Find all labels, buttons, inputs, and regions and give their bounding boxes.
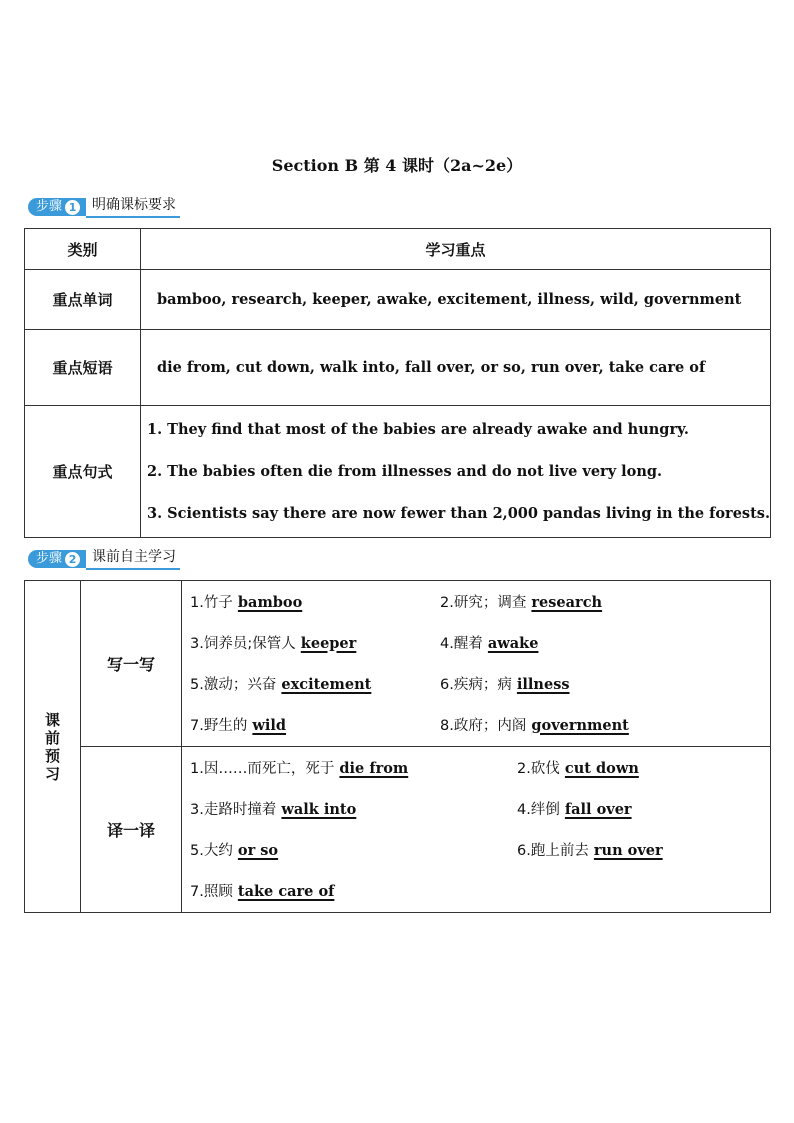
translate-cell [182, 747, 771, 913]
goals-table-header [25, 229, 771, 270]
side-char: 课 [44, 710, 60, 729]
table-row [25, 270, 771, 330]
list-item: 4.绊倒 fall over [517, 800, 632, 818]
preview-table [24, 580, 771, 913]
goals-table [24, 228, 771, 538]
write-label: 写一写 [81, 581, 182, 747]
step-2-tag-text: 步骤 [36, 551, 63, 566]
step-2-label: 课前自主学习 [86, 548, 180, 570]
step-2-number: 2 [65, 552, 80, 567]
row-key-sentences: 重点句式 [25, 406, 141, 538]
list-item: 1.竹子 bamboo [190, 593, 303, 611]
header-focus: 学习重点 [141, 229, 771, 270]
list-item: 5.激动；兴奋 excitement [190, 675, 372, 693]
table-row [25, 406, 771, 538]
page-title: Section B 第 4 课时（2a~2e） [271, 156, 523, 175]
step-2-heading [28, 549, 180, 569]
sentences-cell [141, 406, 771, 538]
list-item: 2.砍伐 cut down [517, 759, 639, 777]
list-item: 3.饲养员;保管人 keeper [190, 634, 357, 652]
list-item: 1.因……而死亡，死于 die from [190, 759, 409, 777]
list-item: 5.大约 or so [190, 841, 279, 859]
list-item: 4.醒着 awake [440, 634, 539, 652]
step-1-number: 1 [65, 200, 80, 215]
step-1-tag-text: 步骤 [36, 199, 63, 214]
write-cell [182, 581, 771, 747]
list-item: 6.跑上前去 run over [517, 841, 663, 859]
step-1-heading [28, 197, 180, 217]
sentence-2: 2. The babies often die from illnesses and do not live very long. [147, 462, 663, 480]
preview-side-label [25, 581, 81, 913]
side-char: 前 [44, 728, 60, 747]
row-key-phrases: 重点短语 [25, 330, 141, 406]
table-row [25, 581, 771, 747]
step-1-label: 明确课标要求 [86, 196, 180, 218]
list-item: 6.疾病；病 illness [440, 675, 570, 693]
side-char: 预 [44, 746, 60, 765]
table-row [25, 330, 771, 406]
row-value-phrases: die from, cut down, walk into, fall over, or so, run over, take care of [141, 330, 771, 406]
row-key-words: 重点单词 [25, 270, 141, 330]
step-2-tag [28, 550, 86, 568]
list-item: 7.照顾 take care of [190, 882, 335, 900]
list-item: 8.政府；内阁 government [440, 716, 629, 734]
header-category: 类别 [25, 229, 141, 270]
side-char: 习 [44, 764, 60, 783]
list-item: 2.研究；调查 research [440, 593, 603, 611]
row-value-words: bamboo, research, keeper, awake, excitement, illness, wild, government [141, 270, 771, 330]
list-item: 3.走路时撞着 walk into [190, 800, 357, 818]
table-row [25, 747, 771, 913]
translate-label: 译一译 [81, 747, 182, 913]
list-item: 7.野生的 wild [190, 716, 287, 734]
step-1-tag [28, 198, 86, 216]
sentence-1: 1. They find that most of the babies are already awake and hungry. [147, 420, 689, 438]
sentence-3: 3. Scientists say there are now fewer than 2,000 pandas living in the forests. [147, 504, 770, 522]
